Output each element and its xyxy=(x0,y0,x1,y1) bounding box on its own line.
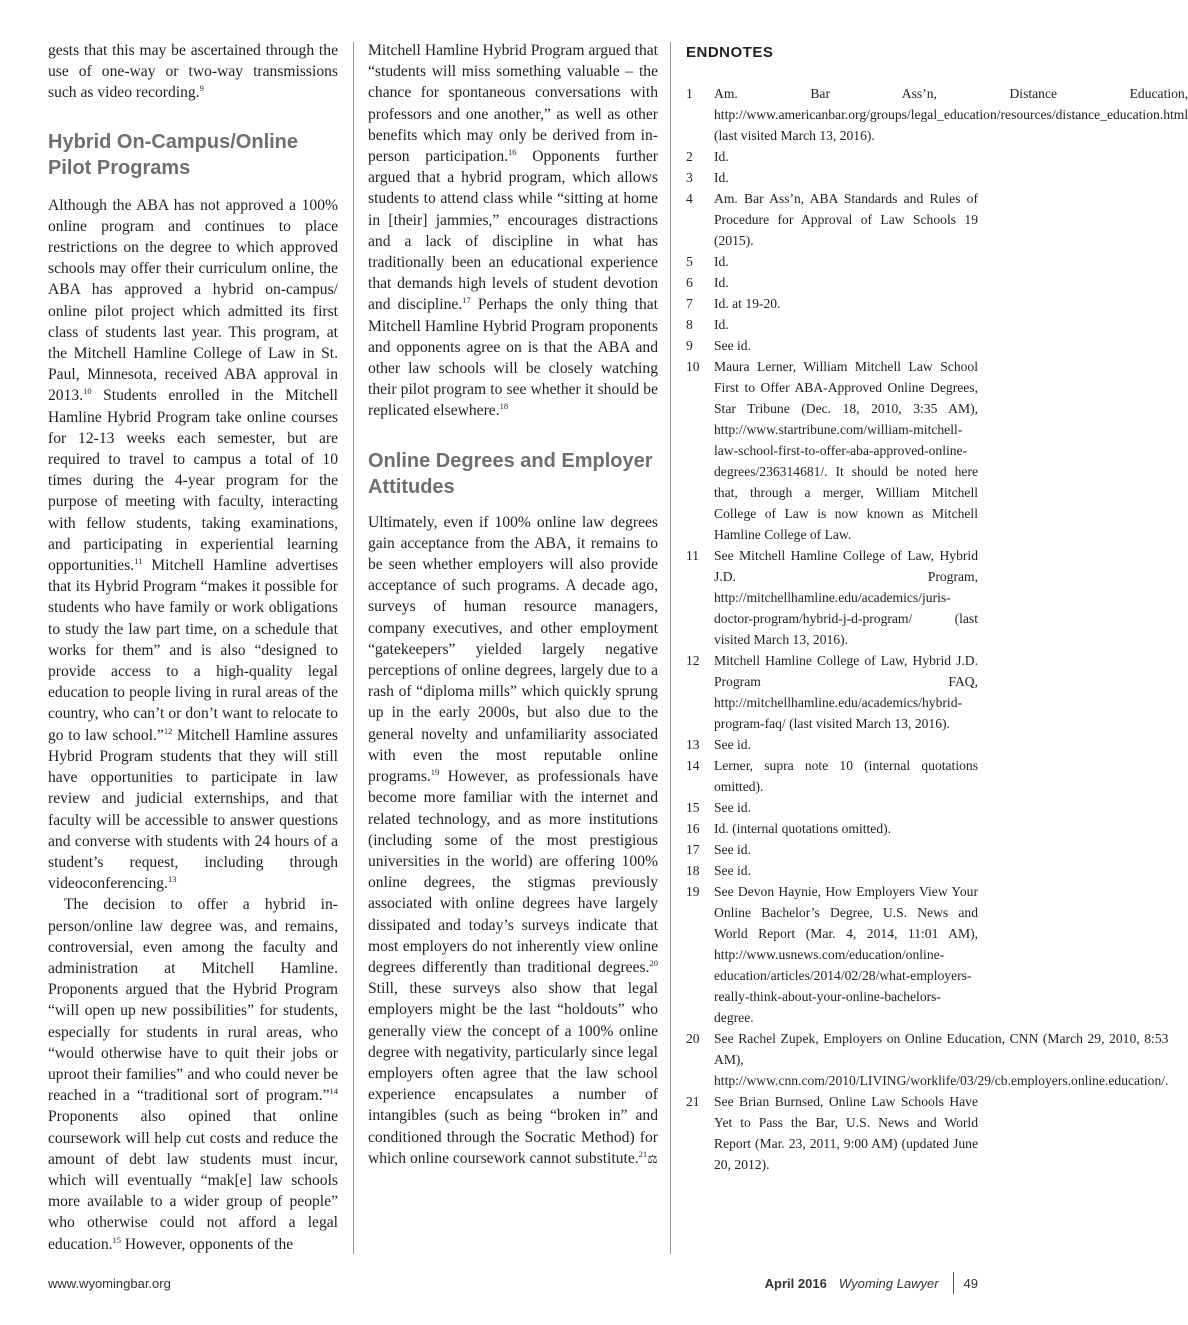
endnote-number: 18 xyxy=(686,863,700,878)
endnote-item xyxy=(686,251,978,272)
footnote-ref: 19 xyxy=(430,766,440,777)
endnote-item xyxy=(686,146,978,167)
endnote-item xyxy=(686,797,978,818)
paragraph-text: gests that this may be ascertained through the use of one-way or two-way transmissions such as video recording. xyxy=(48,42,338,102)
footnote-ref: 13 xyxy=(167,873,177,884)
endnote-number: 13 xyxy=(686,737,700,752)
section-heading: Online Degrees and Employer Attitudes xyxy=(368,449,653,498)
endnote-text: Id. at 19-20. xyxy=(714,296,781,311)
footnote-ref: 21 xyxy=(638,1148,648,1159)
paragraph-text: Opponents further argued that a hybrid program, which allows students to attend class while “sitting at home in [their] jammies,” encourages distractions and a lack of discipline in what has traditionally been an educational experience that demands high levels of student devotion and discipline. xyxy=(368,148,658,314)
page-footer xyxy=(48,1272,978,1296)
endnote-text: Id. xyxy=(714,275,729,290)
footnote-ref: 11 xyxy=(134,555,143,566)
endnote-text: See Devon Haynie, How Employers View Your Online Bachelor’s Degree, U.S. News and World Report (Mar. 4, 2014, 11:01 AM), http://www.usnews.com/education/online-education/articles/2014/02/28/what-employers-really-think-about-your-online-bachelors-degree. xyxy=(714,884,978,1025)
paragraph-text: Mitchell Hamline Hybrid Program argued that “students will miss something valuable – the chance for spontaneous conversations with professors and one another,” as well as other benefits which may only be derived from in-person participation. xyxy=(368,42,658,166)
paragraph-text: However, opponents of the xyxy=(121,1235,294,1253)
issue-date: April 2016 xyxy=(764,1275,827,1291)
paragraph-text: Although the ABA has not approved a 100% online program and continues to place restrictions on the degree to which approved schools may offer their curriculum online, the ABA has approved a hybrid on-campus/ online pilot project which admitted its first class of students last year. This program, at the Mitchell Hamline College of Law in St. Paul, Minnesota, received ABA approval in 2013. xyxy=(48,196,338,405)
footnote-ref: 15 xyxy=(112,1234,122,1245)
footnote-ref: 20 xyxy=(649,957,658,968)
endnote-text: Am. Bar Ass’n, Distance Education, http://www.americanbar.org/groups/legal_education/resources/distance_education.html (last visited March 13, 2016). xyxy=(714,86,1188,143)
endnote-text: See Mitchell Hamline College of Law, Hybrid J.D. Program, http://mitchellhamline.edu/academics/juris-doctor-program/hybrid-j-d-program/ (last visited March 13, 2016). xyxy=(714,548,978,647)
endnote-number: 5 xyxy=(686,254,693,269)
column-divider xyxy=(353,42,354,1254)
endnote-number: 3 xyxy=(686,170,693,185)
scales-icon: ⚖ xyxy=(647,1151,658,1166)
endnote-text: See id. xyxy=(714,737,751,752)
endnote-item xyxy=(686,167,978,188)
endnote-item xyxy=(686,818,978,839)
column-divider xyxy=(670,42,671,1254)
endnote-number: 4 xyxy=(686,191,693,206)
endnote-item xyxy=(686,545,978,650)
endnote-number: 14 xyxy=(686,758,700,773)
footnote-ref: 16 xyxy=(508,146,517,157)
endnote-item xyxy=(686,1091,978,1175)
paragraph xyxy=(48,40,338,104)
page-number: 49 xyxy=(963,1275,978,1291)
endnote-text: Maura Lerner, William Mitchell Law School First to Offer ABA-Approved Online Degrees, Star Tribune (Dec. 18, 2010, 3:35 AM), http://www.startribune.com/william-mitchell-law-school-first-to-offer-aba-approved-online-degrees/236314681/. It should be noted here that, through a merger, William Mitchell College of Law is now known as Mitchell Hamline College of Law. xyxy=(714,359,978,542)
endnote-item xyxy=(686,314,978,335)
endnote-item xyxy=(686,734,978,755)
endnote-number: 21 xyxy=(686,1094,700,1109)
endnote-text: Lerner, supra note 10 (internal quotations omitted). xyxy=(714,758,978,794)
endnote-number: 15 xyxy=(686,800,700,815)
paragraph-text: Students enrolled in the Mitchell Hamline Hybrid Program take online courses for 12-13 weeks each semester, but are required to travel to campus a total of 10 times during the 4-year program for the purpose of meeting with faculty, interacting with fellow students, taking examinations, and participating in experiential learning opportunities. xyxy=(48,387,338,575)
paragraph xyxy=(368,512,658,1170)
endnote-number: 1 xyxy=(686,86,693,101)
endnote-text: See Brian Burnsed, Online Law Schools Have Yet to Pass the Bar, U.S. News and World Report (Mar. 23, 2011, 9:00 AM) (updated June 20, 2012). xyxy=(714,1094,978,1172)
endnote-text: Id. xyxy=(714,170,729,185)
endnote-item xyxy=(686,755,978,797)
endnotes-list xyxy=(686,83,1188,1175)
endnote-item xyxy=(686,881,978,1028)
endnote-text: See id. xyxy=(714,863,751,878)
footnote-ref: 10 xyxy=(83,386,92,397)
endnote-number: 11 xyxy=(686,548,700,563)
paragraph-text: However, as professionals have become more familiar with the internet and related technology, and as more institutions (including some of the most prestigious universities in the world) are offering 100% online degrees, the stigmas previously associated with online degrees have largely dissipated and today’s surveys indicate that most employers do not inherently view online degrees differently than traditional degrees. xyxy=(368,768,658,976)
footnote-ref: 17 xyxy=(462,295,471,306)
paragraph xyxy=(368,40,658,422)
footnote-ref: 9 xyxy=(199,83,204,94)
endnote-text: See id. xyxy=(714,842,751,857)
endnote-number: 7 xyxy=(686,296,693,311)
footnote-ref: 14 xyxy=(329,1085,338,1096)
paragraph-text: Still, these surveys also show that legal employers might be the last “holdouts” who generally view the concept of a 100% online degree with negativity, particularly since legal employers often agree that the law school experience encapsulates a number of intangibles (such as being “broken in” and conditioned through the Socratic Method) for which online coursework cannot substitute. xyxy=(368,980,658,1167)
column-left xyxy=(48,40,338,1255)
endnote-number: 9 xyxy=(686,338,693,353)
endnote-text: Id. xyxy=(714,149,729,164)
endnote-item xyxy=(686,650,978,734)
endnote-item xyxy=(686,272,978,293)
endnote-item xyxy=(686,293,978,314)
endnote-text: Mitchell Hamline College of Law, Hybrid J.D. Program FAQ, http://mitchellhamline.edu/academics/hybrid-program-faq/ (last visited March 13, 2016). xyxy=(714,653,978,731)
paragraph-text: Proponents also opined that online coursework will help cut costs and reduce the amount of debt law students must incur, which will eventually “mak[e] law schools more available to a wider group of people” who otherwise could not afford a legal education. xyxy=(48,1108,338,1253)
publication-name: Wyoming Lawyer xyxy=(838,1275,939,1291)
paragraph xyxy=(48,894,338,1254)
paragraph-text: Ultimately, even if 100% online law degrees gain acceptance from the ABA, it remains to be seen whether employers will also provide acceptance of such programs. A decade ago, surveys of human resource managers, company executives, and other employment “gatekeepers” yielded largely negative perceptions of online degrees, largely due to a rash of “diploma mills” which quickly sprung up in the early 2000s, but also due to the general novelty and unfamiliarity associated with even the most reputable online programs. xyxy=(368,513,658,786)
endnote-number: 17 xyxy=(686,842,700,857)
endnote-number: 16 xyxy=(686,821,700,836)
endnote-text: Id. (internal quotations omitted). xyxy=(714,821,892,836)
endnote-number: 10 xyxy=(686,359,700,374)
endnote-number: 2 xyxy=(686,149,693,164)
endnote-item xyxy=(686,188,978,251)
endnote-item xyxy=(686,356,978,545)
endnote-number: 12 xyxy=(686,653,700,668)
paragraph xyxy=(48,195,338,895)
endnote-text: See id. xyxy=(714,338,751,353)
footer-right xyxy=(765,1272,978,1294)
endnote-number: 6 xyxy=(686,275,693,290)
endnote-number: 20 xyxy=(686,1031,700,1046)
endnote-item xyxy=(686,83,1188,146)
endnote-text: See id. xyxy=(714,800,751,815)
endnote-item xyxy=(686,335,978,356)
endnotes-section xyxy=(686,40,1188,1175)
section-heading: Hybrid On-Campus/Online Pilot Programs xyxy=(48,130,299,179)
endnote-item xyxy=(686,839,978,860)
endnote-text: Am. Bar Ass’n, ABA Standards and Rules of Procedure for Approval of Law Schools 19 (2015). xyxy=(714,191,978,248)
footnote-ref: 12 xyxy=(163,725,173,736)
endnote-text: Id. xyxy=(714,317,729,332)
paragraph-text: Mitchell Hamline assures Hybrid Program students that they will still have opportunities to participate in law review and judicial externships, and that faculty will be accessible to answer questions and converse with students with 24 hours of a student’s request, including through videoconferencing. xyxy=(48,726,339,893)
endnote-item xyxy=(686,860,978,881)
footnote-ref: 18 xyxy=(499,401,509,412)
endnote-number: 8 xyxy=(686,317,693,332)
footer-divider xyxy=(953,1272,954,1294)
endnote-text: See Rachel Zupek, Employers on Online Education, CNN (March 29, 2010, 8:53 AM), http://www.cnn.com/2010/LIVING/worklife/03/29/cb.employers.online.education/. xyxy=(714,1031,1169,1088)
paragraph-text: The decision to offer a hybrid in-person/online law degree was, and remains, controversial, even among the faculty and administration at Mitchell Hamline. Proponents argued that the Hybrid Program “will open up new possibilities” for students, especially for students in rural areas, who “would otherwise have to quit their jobs or uproot their families” and who could never be reached in a “traditional sort of program.” xyxy=(48,896,338,1105)
endnote-item xyxy=(686,1028,1169,1091)
paragraph-text: Mitchell Hamline advertises that its Hybrid Program “makes it possible for students who have family or work obligations to study the law part time, on a schedule that works for them” and is also “designed to provide access to a high-quality legal education to people living in rural areas of the country, who can’t or don’t want to relocate to go to law school.” xyxy=(48,557,338,744)
column-middle xyxy=(368,40,658,1170)
endnote-text: Id. xyxy=(714,254,729,269)
endnotes-title: ENDNOTES xyxy=(686,44,774,61)
endnote-number: 19 xyxy=(686,884,700,899)
footer-url[interactable]: www.wyomingbar.org xyxy=(48,1276,171,1291)
paragraph-text: Perhaps the only thing that Mitchell Hamline Hybrid Program proponents and opponents agree on is that the ABA and other law schools will be closely watching their pilot program to see whether it should be replicated elsewhere. xyxy=(368,296,659,420)
